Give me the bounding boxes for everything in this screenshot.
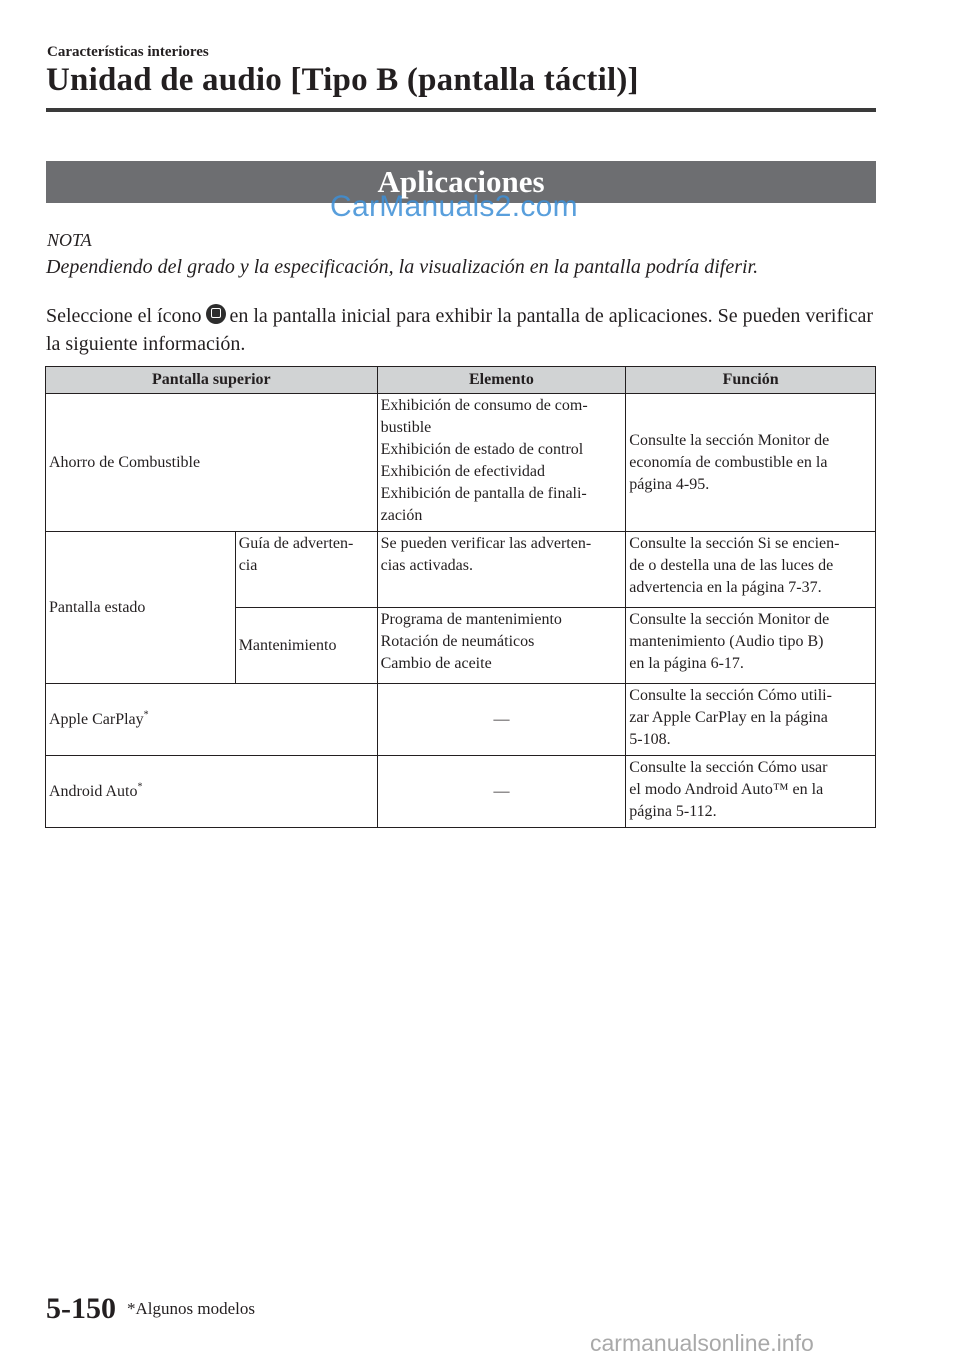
- cell-element-warning: Se pueden verificar las adverten- cias activadas.: [377, 532, 626, 608]
- cell-function-fuel: [626, 394, 876, 532]
- footnote: *Algunos modelos: [127, 1299, 255, 1318]
- cell-screen-carplay: [46, 684, 378, 756]
- footnote-mark: *: [143, 709, 149, 721]
- note-text: Dependiendo del grado y la especificación, la visualización en la pantalla podría diferir.: [46, 256, 759, 278]
- function-line: economía de combustible en la: [629, 453, 828, 471]
- chapter-title: Unidad de audio [Tipo B (pantalla táctil)]: [46, 62, 639, 98]
- function-line: Consulte la sección Monitor de: [629, 431, 830, 449]
- cell-function-warning: Consulte la sección Si se encien- de o destella una de las luces de advertencia en la página 7-37.: [626, 532, 876, 608]
- cell-screen-android: [46, 756, 378, 828]
- android-label: Android Auto: [49, 782, 138, 800]
- column-header-function: Función: [626, 367, 876, 394]
- header-divider: [46, 108, 876, 112]
- cell-element-maintenance: Programa de mantenimiento Rotación de neumáticos Cambio de aceite: [377, 608, 626, 684]
- cell-screen-status: Pantalla estado: [46, 532, 236, 684]
- table-row: [46, 684, 876, 756]
- cell-sub-maintenance: Mantenimiento: [235, 608, 377, 684]
- section-kicker: Características interiores: [47, 44, 209, 60]
- table-header-row: [46, 367, 876, 394]
- element-line: zación: [380, 507, 423, 524]
- applications-icon: [206, 304, 226, 324]
- intro-text-before: Seleccione el ícono: [46, 305, 202, 327]
- cell-function-android: Consulte la sección Cómo usar el modo Android Auto™ en la página 5-112.: [626, 756, 876, 828]
- footnote-mark: *: [137, 781, 143, 793]
- element-line: Exhibición de efectividad: [380, 463, 545, 480]
- cell-element-android: —: [377, 756, 626, 828]
- cell-function-carplay: Consulte la sección Cómo utili- zar Apple CarPlay en la página 5-108.: [626, 684, 876, 756]
- table-row: [46, 394, 876, 532]
- cell-element-fuel: [377, 394, 626, 532]
- column-header-screen: Pantalla superior: [46, 367, 378, 394]
- section-banner: Aplicaciones: [46, 161, 876, 203]
- table-row: [46, 532, 876, 608]
- intro-text-after: en la pantalla inicial para exhibir la pantalla de aplicaciones. Se pueden verificar la siguiente información.: [46, 305, 874, 355]
- function-line: página 4-95.: [629, 475, 710, 493]
- cell-sub-warning: Guía de adverten- cia: [235, 532, 377, 608]
- cell-element-carplay: —: [377, 684, 626, 756]
- element-line: Exhibición de pantalla de finali-: [380, 485, 587, 502]
- cell-screen-fuel: Ahorro de Combustible: [46, 394, 378, 532]
- cell-function-maintenance: Consulte la sección Monitor de mantenimiento (Audio tipo B) en la página 6-17.: [626, 608, 876, 684]
- watermark-footer: carmanualsonline.info: [590, 1330, 814, 1356]
- carplay-label: Apple CarPlay: [49, 710, 144, 728]
- element-line: Exhibición de estado de control: [380, 441, 584, 458]
- element-line: Exhibición de consumo de com-: [380, 397, 588, 414]
- applications-table: [45, 366, 876, 828]
- page-number: 5-150: [46, 1292, 116, 1325]
- column-header-element: Elemento: [377, 367, 626, 394]
- note-label: NOTA: [47, 230, 92, 250]
- table-row: [46, 756, 876, 828]
- intro-paragraph: [46, 302, 876, 358]
- element-line: bustible: [380, 419, 432, 436]
- watermark-logo: CarManuals2.com: [330, 190, 578, 223]
